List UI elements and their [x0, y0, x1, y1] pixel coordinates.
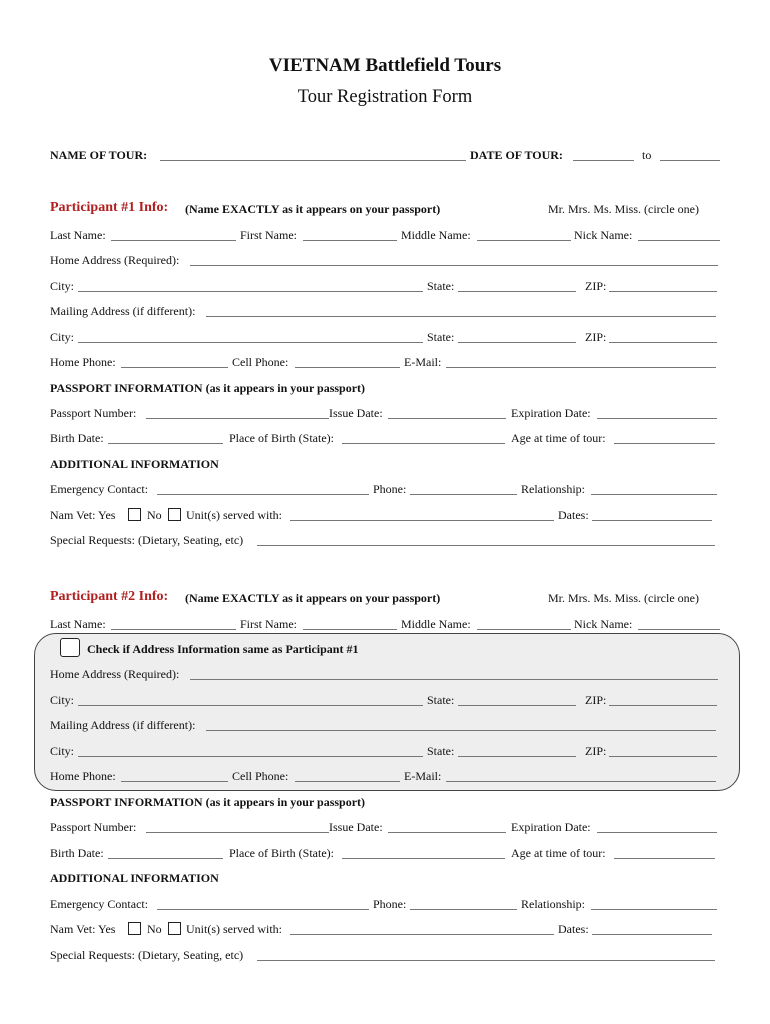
p1-state-field[interactable] — [458, 291, 576, 292]
p1-nam-vet-yes-checkbox[interactable] — [128, 508, 141, 521]
p1-email-field[interactable] — [446, 367, 716, 368]
p2-city-field[interactable] — [78, 705, 423, 706]
p1-expiration-date-label: Expiration Date: — [511, 406, 591, 420]
p2-home-phone-label: Home Phone: — [50, 769, 116, 783]
p1-home-phone-field[interactable] — [121, 367, 228, 368]
p2-units-label: Unit(s) served with: — [186, 922, 282, 936]
p1-additional-info-heading: ADDITIONAL INFORMATION — [50, 457, 219, 471]
p2-units-field[interactable] — [290, 934, 554, 935]
p2-mail-zip-field[interactable] — [609, 756, 717, 757]
p2-first-name-field[interactable] — [303, 629, 397, 630]
p1-middle-name-field[interactable] — [477, 240, 571, 241]
p1-mail-state-label: State: — [427, 330, 455, 344]
p2-state-field[interactable] — [458, 705, 576, 706]
p1-mail-zip-field[interactable] — [609, 342, 717, 343]
p2-email-label: E-Mail: — [404, 769, 442, 783]
p2-mailing-address-field[interactable] — [206, 730, 716, 731]
p2-home-address-field[interactable] — [190, 679, 718, 680]
p2-home-address-label: Home Address (Required): — [50, 667, 180, 681]
p2-first-name-label: First Name: — [240, 617, 297, 631]
p1-phone-label: Phone: — [373, 482, 407, 496]
p2-mail-city-label: City: — [50, 744, 75, 758]
p1-relationship-field[interactable] — [591, 494, 717, 495]
p1-emergency-contact-field[interactable] — [157, 494, 369, 495]
p2-zip-label: ZIP: — [585, 693, 607, 707]
p1-zip-label: ZIP: — [585, 279, 607, 293]
p2-place-of-birth-field[interactable] — [342, 858, 505, 859]
p1-mail-state-field[interactable] — [458, 342, 576, 343]
p1-mail-zip-label: ZIP: — [585, 330, 607, 344]
p2-age-field[interactable] — [614, 858, 715, 859]
form-subtitle: Tour Registration Form — [297, 87, 473, 107]
date-end-field[interactable] — [660, 160, 720, 161]
p1-special-requests-field[interactable] — [257, 545, 715, 546]
p1-state-label: State: — [427, 279, 455, 293]
p1-passport-number-field[interactable] — [146, 418, 329, 419]
p2-expiration-date-field[interactable] — [597, 832, 717, 833]
p2-nick-name-field[interactable] — [638, 629, 720, 630]
participant1-heading: Participant #1 Info: — [50, 200, 169, 215]
p1-units-label: Unit(s) served with: — [186, 508, 282, 522]
p1-expiration-date-field[interactable] — [597, 418, 717, 419]
p1-first-name-field[interactable] — [303, 240, 397, 241]
p2-last-name-label: Last Name: — [50, 617, 106, 631]
to-label: to — [642, 148, 652, 162]
p2-state-label: State: — [427, 693, 455, 707]
p2-same-address-checkbox[interactable] — [60, 638, 80, 657]
p2-passport-number-label: Passport Number: — [50, 820, 137, 834]
p1-middle-name-label: Middle Name: — [401, 228, 471, 242]
participant2-passport-note: (Name EXACTLY as it appears on your passport) — [185, 591, 441, 605]
p2-phone-field[interactable] — [410, 909, 517, 910]
p1-units-field[interactable] — [290, 520, 554, 521]
p2-home-phone-field[interactable] — [121, 781, 228, 782]
p1-mailing-address-field[interactable] — [206, 316, 716, 317]
p1-city-field[interactable] — [78, 291, 423, 292]
p1-special-requests-label: Special Requests: (Dietary, Seating, etc) — [50, 533, 244, 547]
p1-city-label: City: — [50, 279, 75, 293]
p2-mailing-address-label: Mailing Address (if different): — [50, 718, 196, 732]
p1-home-address-label: Home Address (Required): — [50, 253, 180, 267]
p1-cell-phone-field[interactable] — [295, 367, 400, 368]
p1-relationship-label: Relationship: — [521, 482, 585, 496]
p1-mailing-address-label: Mailing Address (if different): — [50, 304, 196, 318]
p1-nam-vet-label: Nam Vet: Yes — [50, 508, 116, 522]
p1-emergency-contact-label: Emergency Contact: — [50, 482, 149, 496]
participant2-honorific[interactable]: Mr. Mrs. Ms. Miss. (circle one) — [548, 591, 699, 605]
p1-home-address-field[interactable] — [190, 265, 718, 266]
p1-age-label: Age at time of tour: — [511, 431, 606, 445]
p2-emergency-contact-field[interactable] — [157, 909, 369, 910]
p2-place-of-birth-label: Place of Birth (State): — [229, 846, 334, 860]
p2-city-label: City: — [50, 693, 75, 707]
p2-middle-name-label: Middle Name: — [401, 617, 471, 631]
p2-dates-label: Dates: — [558, 922, 589, 936]
p2-mail-zip-label: ZIP: — [585, 744, 607, 758]
name-of-tour-label: NAME OF TOUR: — [50, 148, 148, 162]
date-start-field[interactable] — [573, 160, 634, 161]
p2-passport-info-heading: PASSPORT INFORMATION (as it appears in your passport) — [50, 795, 366, 809]
p2-phone-label: Phone: — [373, 897, 407, 911]
participant1-honorific[interactable]: Mr. Mrs. Ms. Miss. (circle one) — [548, 202, 699, 216]
participant2-heading: Participant #2 Info: — [50, 589, 169, 604]
p2-age-label: Age at time of tour: — [511, 846, 606, 860]
p1-passport-info-heading: PASSPORT INFORMATION (as it appears in your passport) — [50, 381, 366, 395]
p1-zip-field[interactable] — [609, 291, 717, 292]
p1-issue-date-label: Issue Date: — [329, 406, 383, 420]
p1-age-field[interactable] — [614, 443, 715, 444]
p2-expiration-date-label: Expiration Date: — [511, 820, 591, 834]
date-of-tour-label: DATE OF TOUR: — [470, 148, 563, 162]
p2-zip-field[interactable] — [609, 705, 717, 706]
p2-issue-date-field[interactable] — [388, 832, 506, 833]
p2-emergency-contact-label: Emergency Contact: — [50, 897, 149, 911]
p1-place-of-birth-field[interactable] — [342, 443, 505, 444]
p2-nam-vet-no-checkbox[interactable] — [168, 922, 181, 935]
p1-phone-field[interactable] — [410, 494, 517, 495]
p1-last-name-field[interactable] — [111, 240, 236, 241]
p2-cell-phone-field[interactable] — [295, 781, 400, 782]
p1-place-of-birth-label: Place of Birth (State): — [229, 431, 334, 445]
p1-last-name-label: Last Name: — [50, 228, 106, 242]
p2-email-field[interactable] — [446, 781, 716, 782]
p2-birth-date-field[interactable] — [108, 858, 223, 859]
p2-birth-date-label: Birth Date: — [50, 846, 104, 860]
p2-nick-name-label: Nick Name: — [574, 617, 633, 631]
p1-home-phone-label: Home Phone: — [50, 355, 116, 369]
p1-mail-city-label: City: — [50, 330, 75, 344]
p1-no-label: No — [147, 508, 162, 522]
p2-relationship-label: Relationship: — [521, 897, 585, 911]
p1-mail-city-field[interactable] — [78, 342, 423, 343]
p2-dates-field[interactable] — [592, 934, 712, 935]
p1-email-label: E-Mail: — [404, 355, 442, 369]
p1-dates-label: Dates: — [558, 508, 589, 522]
p1-first-name-label: First Name: — [240, 228, 297, 242]
p2-mail-city-field[interactable] — [78, 756, 423, 757]
form-title: VIETNAM Battlefield Tours — [268, 55, 502, 76]
p2-no-label: No — [147, 922, 162, 936]
p1-dates-field[interactable] — [592, 520, 712, 521]
p2-relationship-field[interactable] — [591, 909, 717, 910]
name-of-tour-field[interactable] — [160, 160, 466, 161]
p2-nam-vet-yes-checkbox[interactable] — [128, 922, 141, 935]
p1-issue-date-field[interactable] — [388, 418, 506, 419]
p1-nick-name-label: Nick Name: — [574, 228, 633, 242]
p1-birth-date-label: Birth Date: — [50, 431, 104, 445]
p2-special-requests-field[interactable] — [257, 960, 715, 961]
p2-nam-vet-label: Nam Vet: Yes — [50, 922, 116, 936]
p2-cell-phone-label: Cell Phone: — [232, 769, 289, 783]
p1-nick-name-field[interactable] — [638, 240, 720, 241]
p2-special-requests-label: Special Requests: (Dietary, Seating, etc) — [50, 948, 244, 962]
participant1-passport-note: (Name EXACTLY as it appears on your passport) — [185, 202, 441, 216]
p1-passport-number-label: Passport Number: — [50, 406, 137, 420]
p2-middle-name-field[interactable] — [477, 629, 571, 630]
p2-mail-state-field[interactable] — [458, 756, 576, 757]
p2-issue-date-label: Issue Date: — [329, 820, 383, 834]
p2-same-address-label: Check if Address Information same as Participant #1 — [87, 642, 359, 656]
p2-mail-state-label: State: — [427, 744, 455, 758]
p2-additional-info-heading: ADDITIONAL INFORMATION — [50, 871, 219, 885]
p1-cell-phone-label: Cell Phone: — [232, 355, 289, 369]
p2-last-name-field[interactable] — [111, 629, 236, 630]
p1-nam-vet-no-checkbox[interactable] — [168, 508, 181, 521]
p1-birth-date-field[interactable] — [108, 443, 223, 444]
p2-passport-number-field[interactable] — [146, 832, 329, 833]
